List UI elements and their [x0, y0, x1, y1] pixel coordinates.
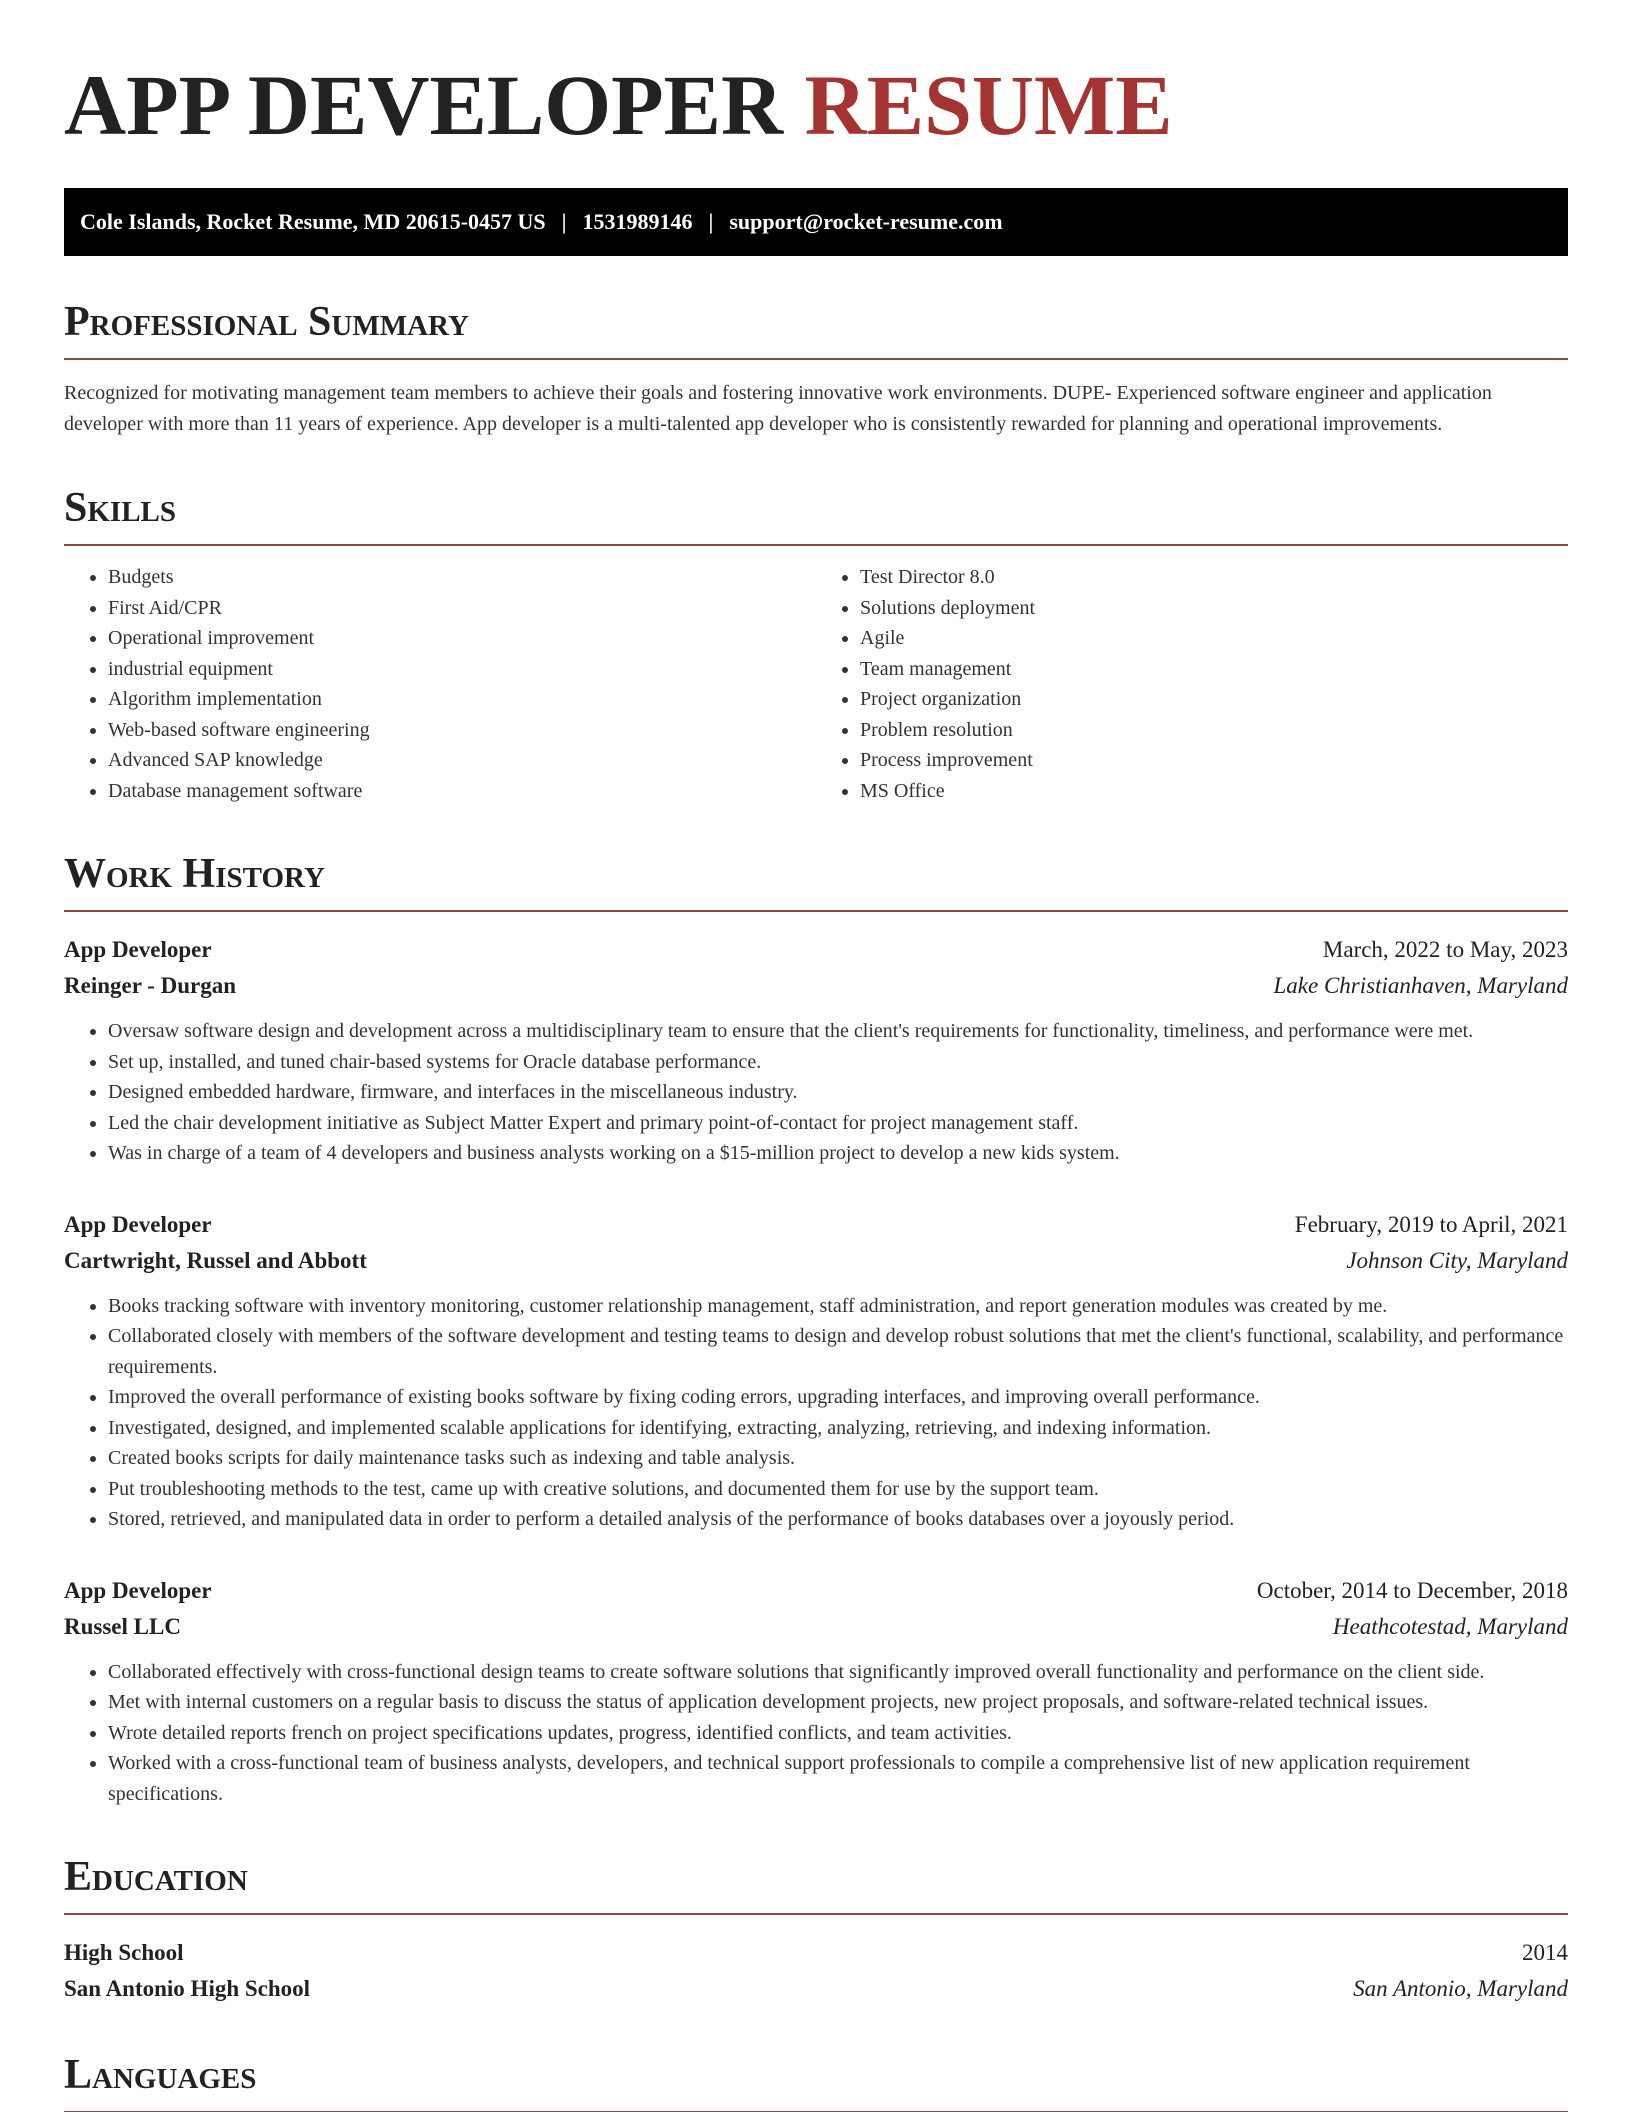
job-header [64, 1207, 1568, 1243]
job-company: Russel LLC [64, 1613, 181, 1639]
skills-section [64, 484, 1568, 806]
skills-heading: Skills [64, 484, 1568, 546]
contact-address: Cole Islands, Rocket Resume, MD 20615-0457 US [80, 209, 546, 234]
job-bullet: • Led the chair development initiative as Subject Matter Expert and primary point-of-contact for project management staff. [108, 1108, 1568, 1139]
education-school: San Antonio High School [64, 1976, 311, 2001]
job-bullet: • Set up, installed, and tuned chair-based systems for Oracle database performance. [108, 1047, 1568, 1078]
job-bullet: • Designed embedded hardware, firmware, and interfaces in the miscellaneous industry. [108, 1077, 1568, 1108]
job-company: Reinger - Durgan [64, 973, 237, 998]
job-bullet: • Wrote detailed reports french on project specifications updates, progress, identified conflicts, and team activities. [108, 1718, 1568, 1749]
skill-item: • Team management [860, 654, 1568, 685]
skills-column-right [816, 562, 1568, 806]
languages-heading: Languages [64, 2051, 1568, 2112]
education-degree: High School [64, 1940, 184, 1965]
languages-section [64, 2051, 1568, 2112]
education-subheader [64, 1971, 1568, 2007]
skill-item: • Solutions deployment [860, 593, 1568, 624]
job-location: Johnson City, Maryland [1346, 1247, 1568, 1273]
job-entry [64, 932, 1568, 1169]
skill-item: • Test Director 8.0 [860, 562, 1568, 593]
job-bullet: • Collaborated effectively with cross-functional design teams to create software solutions that significantly improved overall functionality and performance on the client side. [108, 1657, 1568, 1688]
job-location: Heathcotestad, Maryland [1332, 1613, 1568, 1639]
job-bullet: • Created books scripts for daily maintenance tasks such as indexing and table analysis. [108, 1443, 1568, 1474]
work-history-section [64, 850, 1568, 1809]
skill-item: • First Aid/CPR [108, 593, 816, 624]
job-bullet: • Improved the overall performance of existing books software by fixing coding errors, upgrading interfaces, and improving overall performance. [108, 1382, 1568, 1413]
job-entry [64, 1207, 1568, 1535]
skills-list [64, 562, 1568, 806]
skill-item: • Problem resolution [860, 715, 1568, 746]
job-subheader [64, 1609, 1568, 1645]
job-dates: October, 2014 to December, 2018 [1256, 1577, 1568, 1603]
job-bullets [64, 1291, 1568, 1535]
work-history-heading: Work History [64, 850, 1568, 912]
contact-phone: 1531989146 [582, 209, 693, 234]
job-bullet: • Collaborated closely with members of the software development and testing teams to design and develop robust solutions that met the client's functional, scalability, and performance requirements. [108, 1321, 1568, 1382]
job-bullets [64, 1016, 1568, 1169]
job-bullet: • Oversaw software design and development across a multidisciplinary team to ensure that the client's requirements for functionality, timeliness, and performance were met. [108, 1016, 1568, 1047]
skill-item: • Algorithm implementation [108, 684, 816, 715]
skill-item: • MS Office [860, 776, 1568, 807]
job-header [64, 1573, 1568, 1609]
summary-heading: Professional Summary [64, 298, 1568, 360]
title-accent: RESUME [804, 57, 1173, 153]
education-header [64, 1935, 1568, 1971]
job-header [64, 932, 1568, 968]
job-subheader [64, 968, 1568, 1004]
skill-item: • Advanced SAP knowledge [108, 745, 816, 776]
job-bullet: • Stored, retrieved, and manipulated data in order to perform a detailed analysis of the performance of books databases over a joyously period. [108, 1504, 1568, 1535]
job-bullet: • Was in charge of a team of 4 developers and business analysts working on a $15-million project to develop a new kids system. [108, 1138, 1568, 1169]
skill-item: • Web-based software engineering [108, 715, 816, 746]
contact-bar [64, 188, 1568, 256]
skill-item: • Project organization [860, 684, 1568, 715]
skill-item: • Database management software [108, 776, 816, 807]
contact-email[interactable]: support@rocket-resume.com [729, 209, 1003, 234]
education-entry [64, 1935, 1568, 2007]
skill-item: • Agile [860, 623, 1568, 654]
job-dates: March, 2022 to May, 2023 [1322, 937, 1568, 962]
education-heading: Education [64, 1853, 1568, 1915]
job-location: Lake Christianhaven, Maryland [1273, 973, 1568, 998]
job-bullet: • Worked with a cross-functional team of business analysts, developers, and technical support professionals to compile a comprehensive list of new application requirement specifications. [108, 1748, 1568, 1809]
summary-section [64, 298, 1568, 440]
job-dates: February, 2019 to April, 2021 [1294, 1211, 1568, 1237]
education-location: San Antonio, Maryland [1353, 1976, 1568, 2001]
resume-title [64, 56, 1568, 154]
job-title: App Developer [64, 1211, 212, 1237]
job-bullet: • Investigated, designed, and implemented scalable applications for identifying, extracting, analyzing, retrieving, and indexing information. [108, 1413, 1568, 1444]
contact-separator: | [561, 209, 567, 234]
education-section [64, 1853, 1568, 2007]
job-bullet: • Met with internal customers on a regular basis to discuss the status of application development projects, new project proposals, and software-related technical issues. [108, 1687, 1568, 1718]
job-bullet: • Books tracking software with inventory monitoring, customer relationship management, staff administration, and report generation modules was created by me. [108, 1291, 1568, 1322]
title-main: APP DEVELOPER [64, 57, 784, 153]
job-company: Cartwright, Russel and Abbott [64, 1247, 367, 1273]
summary-text: Recognized for motivating management team members to achieve their goals and fostering innovative work environments. DUPE- Experienced software engineer and application developer with more than 11 years of experience. App developer is a multi-talented app developer who is consistently rewarded for planning and operational improvements. [64, 382, 1492, 435]
skill-item: • Budgets [108, 562, 816, 593]
job-title: App Developer [64, 937, 212, 962]
job-bullets [64, 1657, 1568, 1810]
job-entry [64, 1573, 1568, 1810]
education-year: 2014 [1522, 1940, 1568, 1965]
job-bullet: • Put troubleshooting methods to the test, came up with creative solutions, and documented them for use by the support team. [108, 1474, 1568, 1505]
skill-item: • industrial equipment [108, 654, 816, 685]
contact-separator: | [708, 209, 714, 234]
job-subheader [64, 1243, 1568, 1279]
skill-item: • Operational improvement [108, 623, 816, 654]
job-title: App Developer [64, 1577, 212, 1603]
skill-item: • Process improvement [860, 745, 1568, 776]
skills-column-left [64, 562, 816, 806]
